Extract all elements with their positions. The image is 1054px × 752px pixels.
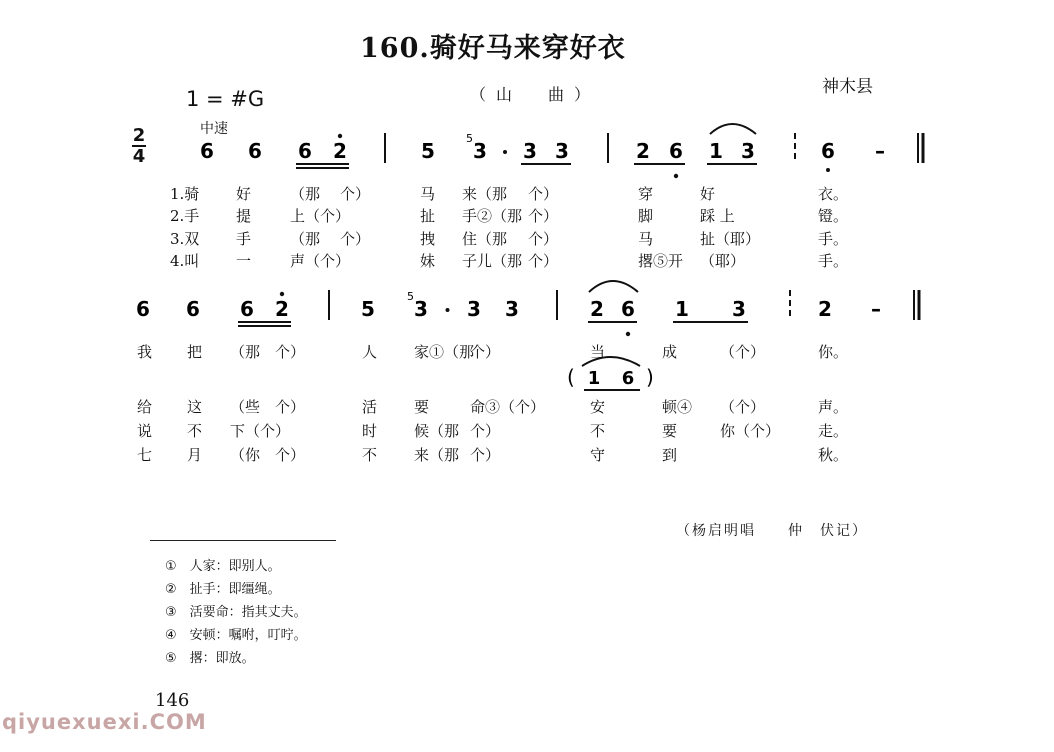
note: 6	[186, 297, 200, 321]
lyric-syllable: 马	[638, 230, 654, 248]
time-signature-bottom: 4	[132, 146, 146, 167]
ossia-note: 6	[621, 368, 635, 389]
note: 2	[818, 297, 832, 321]
lyric-syllable: （个）	[720, 343, 766, 361]
lyric-syllable: 穿	[638, 185, 654, 203]
region-label: 神木县	[822, 77, 873, 97]
performer-credit: （杨启明唱 仲 伏记）	[676, 523, 868, 539]
ossia-bracket-right: )	[646, 365, 654, 389]
lyric-syllable: 撂⑤开	[638, 252, 684, 270]
lyric-syllable: 3.双	[170, 230, 200, 248]
tie-slur	[710, 124, 756, 134]
lyric-syllable: 拽	[420, 230, 436, 248]
lyric-syllable: 时	[362, 422, 378, 440]
footnote-5: ⑤ 撂：即放。	[165, 651, 255, 666]
lyric-syllable: 走。	[818, 422, 849, 440]
lyric-syllable: 脚	[638, 207, 654, 225]
lyric-syllable: 你（个）	[720, 422, 781, 440]
lyric-syllable: 个）	[340, 185, 371, 203]
lyric-syllable: 到	[662, 446, 678, 464]
note: 3	[523, 139, 537, 163]
lyric-syllable: 个）	[528, 252, 559, 270]
lyric-syllable: 不	[187, 422, 203, 440]
lyric-syllable: 成	[662, 343, 678, 361]
ossia-bracket-left: (	[567, 365, 575, 389]
lyric-syllable: 七	[137, 446, 153, 464]
score-system-1	[200, 124, 923, 178]
lyric-syllable: 家①（那	[414, 343, 475, 361]
lyric-syllable: 活	[362, 398, 378, 416]
note: 2	[590, 297, 604, 321]
lyric-syllable: 住（那	[462, 230, 508, 248]
lyric-syllable: 月	[187, 446, 203, 464]
ossia-note: 1	[587, 368, 601, 389]
lyric-syllable: 个）	[275, 398, 306, 416]
lyric-syllable: 把	[187, 343, 203, 361]
lyric-syllable: 个）	[470, 343, 501, 361]
low-dot	[826, 168, 830, 172]
lyric-syllable: 声（个）	[290, 252, 351, 270]
footnote-1: ① 人家：即别人。	[165, 559, 281, 574]
grace-note: 5	[466, 132, 473, 145]
lyric-syllable: 来（那	[462, 185, 508, 203]
lyric-syllable: 个）	[528, 207, 559, 225]
lyric-syllable: 要	[414, 398, 430, 416]
page-number: 146	[155, 690, 190, 711]
note: 6	[136, 297, 150, 321]
key-signature: 1 = #G	[186, 87, 265, 111]
lyric-syllable: 马	[420, 185, 436, 203]
lyric-syllable: 人	[362, 343, 378, 361]
rhythm-dot	[446, 308, 450, 312]
note: 3	[741, 139, 755, 163]
lyric-syllable: （那	[290, 185, 321, 203]
lyric-syllable: 衣。	[818, 185, 849, 203]
lyric-syllable: 个）	[275, 343, 306, 361]
lyric-syllable: 手。	[818, 230, 849, 248]
octave-dot-low	[626, 332, 630, 336]
tie-slur	[589, 281, 638, 292]
lyric-syllable: 手	[236, 230, 252, 248]
lyric-syllable: 妹	[420, 252, 436, 270]
octave-dot-high	[338, 134, 342, 138]
note: 6	[248, 139, 262, 163]
note: –	[875, 139, 885, 163]
note: 1	[675, 297, 689, 321]
lyric-syllable: 候（那	[414, 422, 460, 440]
lyric-syllable: 个）	[470, 446, 501, 464]
note: 6	[669, 139, 683, 163]
note: 2	[333, 139, 347, 163]
lyric-syllable: 当	[590, 343, 606, 361]
lyric-syllable: 扯	[420, 207, 436, 225]
score-system-2	[136, 281, 919, 390]
lyric-syllable: 不	[590, 422, 606, 440]
lyric-syllable: 个）	[528, 230, 559, 248]
note: 2	[636, 139, 650, 163]
lyric-syllable: 踩 上	[700, 207, 735, 225]
lyric-syllable: 提	[236, 207, 252, 225]
note: 5	[421, 139, 435, 163]
lyric-syllable: 扯（耶）	[700, 230, 761, 248]
tempo-marking: 中速	[200, 121, 228, 137]
time-signature-top: 2	[132, 125, 146, 146]
lyric-syllable: 个）	[470, 422, 501, 440]
note: 6	[240, 297, 254, 321]
lyric-syllable: 个）	[275, 446, 306, 464]
note: 3	[555, 139, 569, 163]
lyric-syllable: 要	[662, 422, 678, 440]
lyric-syllable: 一	[236, 252, 252, 270]
note: 6	[200, 139, 214, 163]
lyric-syllable: 顿④	[662, 398, 693, 416]
footnote-rule	[150, 540, 336, 541]
lyric-syllable: 秋。	[818, 446, 849, 464]
lyric-syllable: （些	[230, 398, 261, 416]
note: 6	[821, 139, 835, 163]
lyric-syllable: 守	[590, 446, 606, 464]
note: 3	[467, 297, 481, 321]
note: 3	[732, 297, 746, 321]
lyric-syllable: 手。	[818, 252, 849, 270]
lyric-syllable: 个）	[528, 185, 559, 203]
lyric-syllable: （耶）	[700, 252, 746, 270]
footnote-2: ② 扯手：即缰绳。	[165, 582, 281, 597]
lyric-syllable: 这	[187, 398, 203, 416]
note: 3	[473, 139, 487, 163]
note: 3	[505, 297, 519, 321]
lyric-syllable: （个）	[720, 398, 766, 416]
lyric-syllable: 声。	[818, 398, 849, 416]
note: 1	[709, 139, 723, 163]
note: 2	[275, 297, 289, 321]
lyric-syllable: 2.手	[170, 207, 200, 225]
footnote-3: ③ 活要命：指其丈夫。	[165, 605, 307, 620]
lyric-syllable: 说	[137, 422, 153, 440]
lyric-syllable: 安	[590, 398, 606, 416]
lyric-syllable: （那	[290, 230, 321, 248]
song-title: 160.骑好马来穿好衣	[360, 33, 626, 64]
note: –	[871, 297, 881, 321]
lyric-syllable: 镫。	[818, 207, 849, 225]
watermark: qiyuexuexi.COM	[2, 710, 207, 734]
lyric-syllable: 下（个）	[230, 422, 291, 440]
grace-note: 5	[407, 290, 414, 303]
note: 3	[414, 297, 428, 321]
lyric-syllable: 不	[362, 446, 378, 464]
octave-dot-high	[280, 292, 284, 296]
lyric-syllable: 上（个）	[290, 207, 351, 225]
lyric-syllable: 手②（那	[462, 207, 523, 225]
lyric-syllable: （你	[230, 446, 261, 464]
lyric-syllable: 好	[700, 185, 716, 203]
lyric-syllable: 给	[137, 398, 153, 416]
footnote-4: ④ 安顿：嘱咐，叮咛。	[165, 628, 307, 643]
lyric-syllable: （那	[230, 343, 261, 361]
lyric-syllable: 命③（个）	[470, 398, 546, 416]
genre-label: （山 曲）	[470, 85, 601, 104]
note: 6	[621, 297, 635, 321]
lyric-syllable: 好	[236, 185, 252, 203]
lyric-syllable: 来（那	[414, 446, 460, 464]
octave-dot-low	[674, 174, 678, 178]
lyric-syllable: 子儿（那	[462, 252, 523, 270]
note: 6	[298, 139, 312, 163]
note: 5	[361, 297, 375, 321]
lyric-syllable: 1.骑	[170, 185, 200, 203]
lyric-syllable: 4.叫	[170, 252, 200, 270]
lyric-syllable: 你。	[818, 343, 849, 361]
lyric-syllable: 我	[137, 343, 153, 361]
rhythm-dot	[503, 150, 507, 154]
lyric-syllable: 个）	[340, 230, 371, 248]
